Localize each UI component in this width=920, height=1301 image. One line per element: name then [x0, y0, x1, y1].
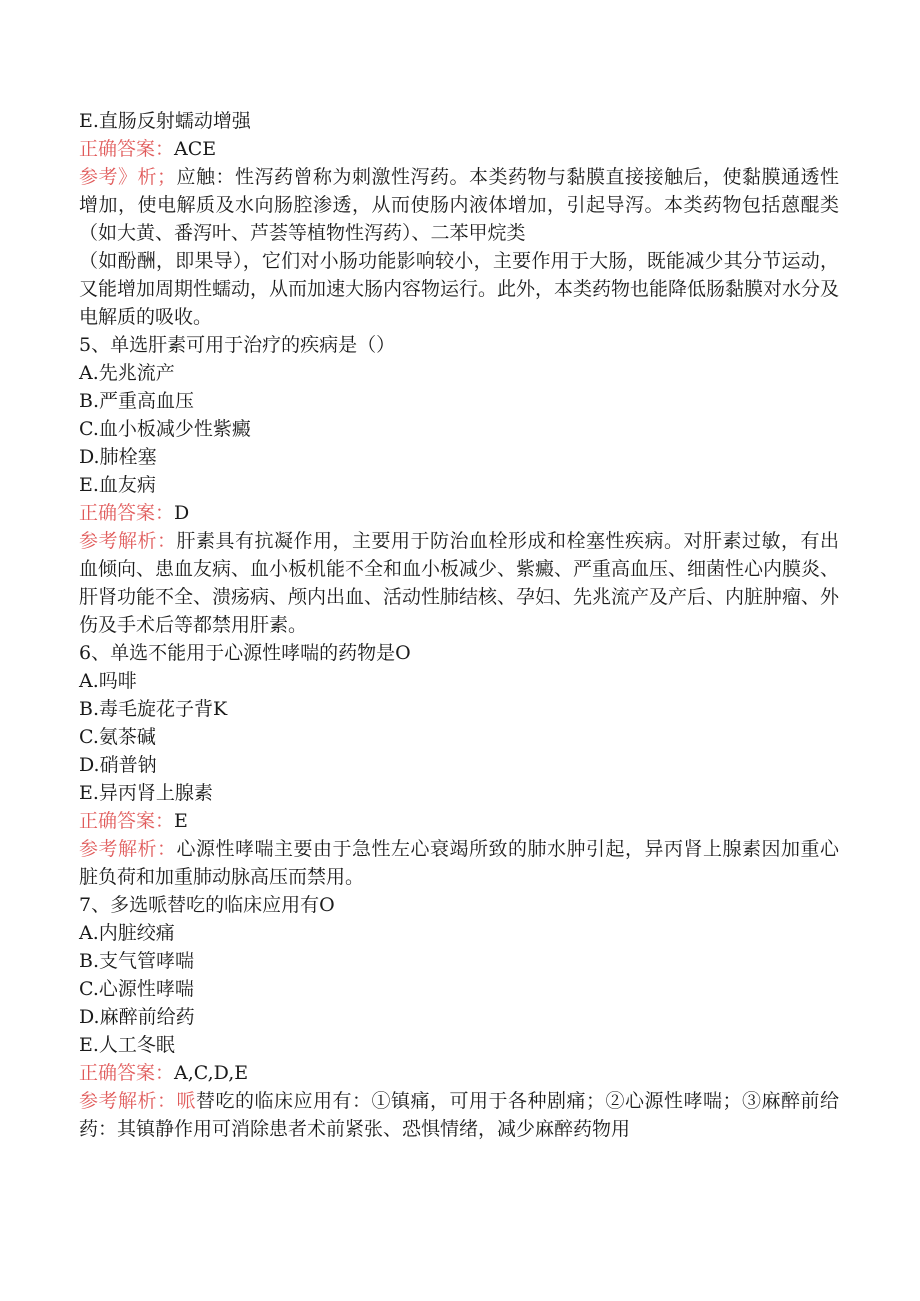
q6-stem: 6、单选不能用于心源性哮喘的药物是O	[79, 642, 411, 664]
answer-label: 正确答案：	[79, 1062, 175, 1084]
analysis-text: 应触：性泻药曾称为刺激性泻药。本类药物与黏膜直接接触后，使黏膜通透性增加，使电解质及水向肠腔渗透，从而使肠内液体增加，引起导泻。本类药物包括蒽醌类（如大黄、番泻叶、芦荟等植物性泻药）、二苯甲烷类	[79, 166, 839, 244]
q6-option-b: B.毒毛旋花子背K	[79, 698, 228, 720]
analysis-text: 心源性哮喘主要由于急性左心衰竭所致的肺水肿引起，异丙肾上腺素因加重心脏负荷和加重肺动脉高压而禁用。	[79, 838, 839, 888]
analysis-label: 参考解析：哌	[79, 1090, 196, 1112]
q7-option-e: E.人工冬眠	[79, 1034, 175, 1056]
q6-answer	[79, 807, 839, 835]
analysis-label: 参考解析：	[79, 838, 177, 860]
q5-option-b: B.严重高血压	[79, 390, 195, 412]
answer-label: 正确答案：	[79, 810, 175, 832]
analysis-label: 参考》析；	[79, 166, 176, 188]
q7-analysis	[79, 1087, 839, 1143]
analysis-label: 参考解析：	[79, 530, 177, 552]
q7-option-b: B.支气管哮喘	[79, 950, 195, 972]
q6-option-a: A.吗啡	[79, 670, 137, 692]
answer-value: D	[174, 502, 190, 524]
q4-analysis	[79, 163, 839, 247]
q7-stem: 7、多选哌替吃的临床应用有O	[79, 894, 335, 916]
analysis-text: 替吃的临床应用有：①镇痛，可用于各种剧痛；②心源性哮喘；③麻醉前给药：其镇静作用可消除患者术前紧张、恐惧情绪，减少麻醉药物用	[79, 1090, 839, 1140]
q5-option-d: D.肺栓塞	[79, 446, 157, 468]
q5-stem: 5、单选肝素可用于治疗的疾病是（）	[79, 334, 396, 356]
q5-option-c: C.血小板减少性紫癜	[79, 418, 251, 440]
q4-option-e: E.直肠反射蠕动增强	[79, 110, 251, 132]
answer-value: ACE	[174, 138, 217, 160]
q7-option-a: A.内脏绞痛	[79, 922, 175, 944]
q4-answer	[79, 135, 839, 163]
analysis-text: （如酚酬，即果导），它们对小肠功能影响较小，主要作用于大肠，既能减少其分节运动，又能增加周期性蠕动，从而加速大肠内容物运行。此外，本类药物也能降低肠黏膜对水分及电解质的吸收。	[79, 250, 840, 328]
answer-label: 正确答案：	[79, 138, 175, 160]
q6-analysis	[79, 835, 839, 891]
q6-option-e: E.异丙肾上腺素	[79, 782, 213, 804]
analysis-text: 肝素具有抗凝作用，主要用于防治血栓形成和栓塞性疾病。对肝素过敏，有出血倾向、患血友病、血小板机能不全和血小板减少、紫癜、严重高血压、细菌性心内膜炎、肝肾功能不全、溃疡病、颅内出血、活动性肺结核、孕妇、先兆流产及产后、内脏肿瘤、外伤及手术后等都禁用肝素。	[79, 530, 840, 636]
answer-value: A,C,D,E	[174, 1062, 249, 1084]
answer-label: 正确答案：	[79, 502, 175, 524]
document-page	[79, 107, 839, 1143]
q7-option-d: D.麻醉前给药	[79, 1006, 195, 1028]
answer-value: E	[174, 810, 188, 832]
q6-option-d: D.硝普钠	[79, 754, 157, 776]
q6-option-c: C.氨茶碱	[79, 726, 156, 748]
q7-option-c: C.心源性哮喘	[79, 978, 194, 1000]
q5-option-a: A.先兆流产	[79, 362, 175, 384]
q5-answer	[79, 499, 839, 527]
q5-analysis	[79, 527, 839, 639]
q5-option-e: E.血友病	[79, 474, 156, 496]
q4-analysis-continued	[79, 247, 839, 331]
q7-answer	[79, 1059, 839, 1087]
